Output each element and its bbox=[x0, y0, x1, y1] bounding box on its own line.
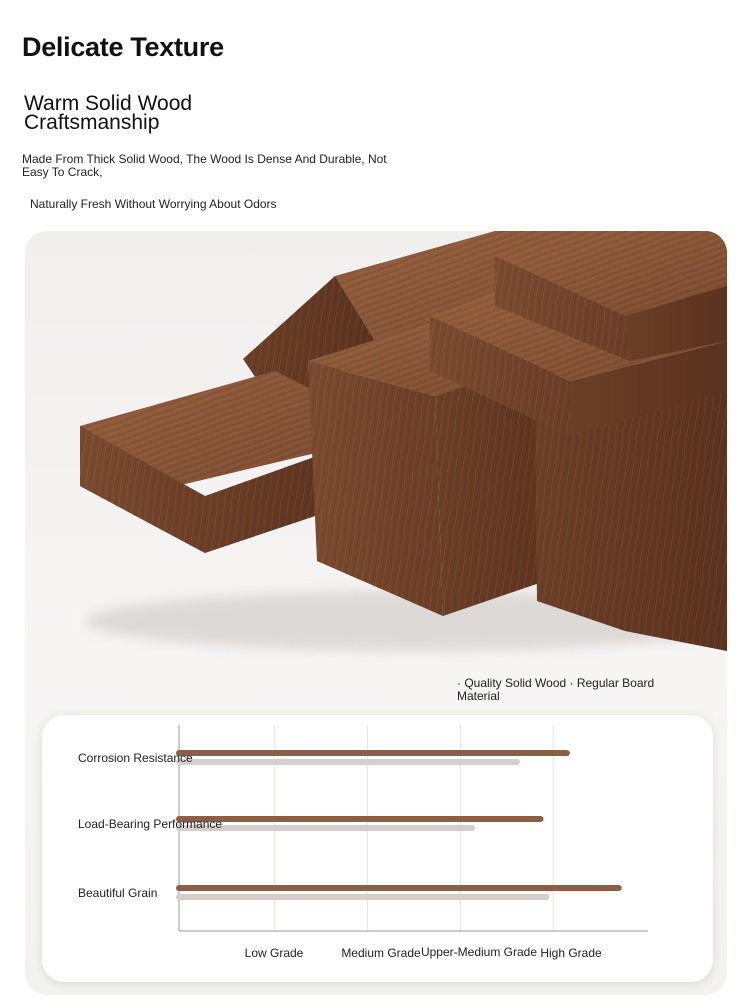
category-label: Load-Bearing Performance bbox=[78, 817, 223, 831]
comparison-chart bbox=[42, 715, 713, 982]
x-tick-label: High Grade bbox=[540, 946, 602, 960]
bar-chart bbox=[42, 715, 713, 982]
category-label: Beautiful Grain bbox=[78, 886, 158, 900]
chart-legend: · Quality Solid Wood · Regular Board Material bbox=[457, 676, 655, 703]
x-tick-label: Medium Grade bbox=[341, 946, 421, 960]
x-tick-label: Low Grade bbox=[244, 946, 304, 960]
x-tick-label: Upper-Medium Grade bbox=[420, 945, 538, 959]
page-title: Delicate Texture bbox=[22, 32, 224, 62]
page-subtitle: Warm Solid Wood Craftsmanship bbox=[24, 92, 193, 134]
description-text: Made From Thick Solid Wood, The Wood Is Dense And Durable, Not Easy To Crack, bbox=[22, 152, 387, 179]
category-label: Corrosion Resistance bbox=[78, 751, 193, 765]
wood-blocks-image bbox=[25, 231, 727, 681]
description-text-secondary: Naturally Fresh Without Worrying About Odors bbox=[30, 197, 277, 211]
